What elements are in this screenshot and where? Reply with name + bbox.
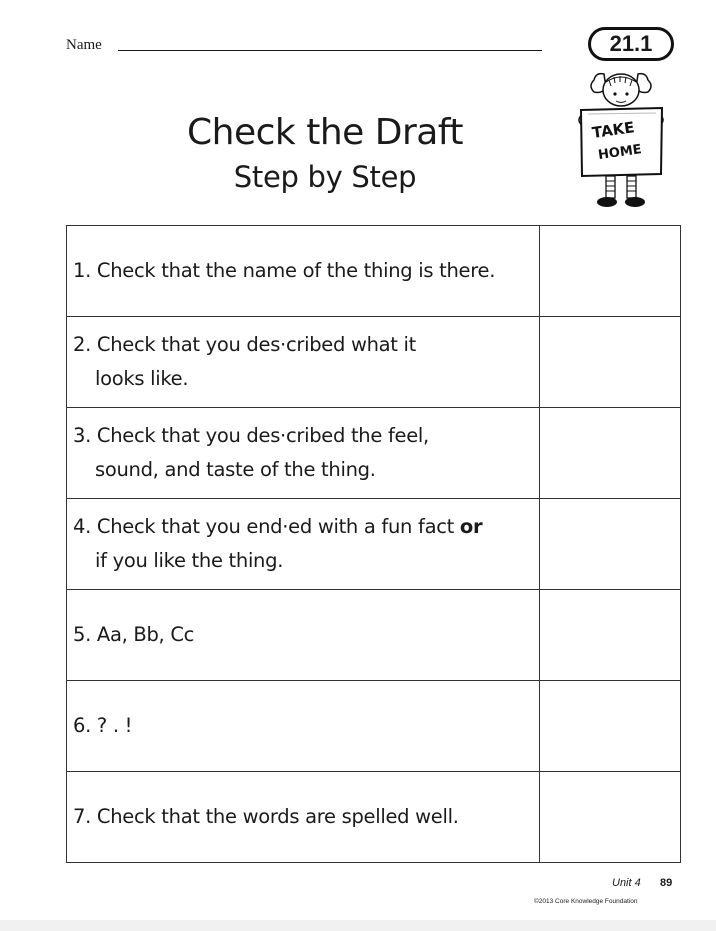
check-box[interactable]	[540, 772, 681, 863]
check-box[interactable]	[540, 681, 681, 772]
step-text	[67, 317, 540, 408]
checklist-row	[67, 408, 681, 499]
check-box[interactable]	[540, 499, 681, 590]
page-number: 89	[660, 877, 673, 889]
check-box[interactable]	[540, 590, 681, 681]
step-line-continued: if you like the thing.	[95, 549, 284, 572]
page-title: Check the Draft	[187, 112, 463, 153]
scan-edge	[0, 920, 716, 931]
checklist-row	[67, 681, 681, 772]
checklist-row	[67, 772, 681, 863]
step-text	[67, 226, 540, 317]
checklist-row	[67, 590, 681, 681]
step-text	[67, 590, 540, 681]
step-line: 5. Aa, Bb, Cc	[73, 623, 195, 646]
check-box[interactable]	[540, 226, 681, 317]
check-box[interactable]	[540, 317, 681, 408]
step-line: 6. ? . !	[73, 714, 133, 737]
sign-line-1: TAKE	[590, 118, 636, 142]
step-text	[67, 772, 540, 863]
step-line: 2. Check that you des·cribed what it	[73, 333, 417, 356]
sign-line-2: HOME	[597, 142, 643, 164]
checklist-row	[67, 317, 681, 408]
step-line-continued: looks like.	[95, 367, 189, 390]
step-line: 1. Check that the name of the thing is there.	[73, 259, 496, 282]
name-line[interactable]	[118, 50, 542, 51]
step-line-continued: sound, and taste of the thing.	[95, 458, 376, 481]
draft-checklist-table	[66, 225, 681, 863]
step-line-part: 4. Check that you end·ed with a fun fact	[73, 515, 460, 538]
step-text	[67, 408, 540, 499]
checklist-row	[67, 226, 681, 317]
step-line	[73, 510, 539, 544]
step-line: 3. Check that you des·cribed the feel,	[73, 424, 429, 447]
step-emphasis: or	[459, 515, 483, 538]
copyright-notice: ©2013 Core Knowledge Foundation	[534, 898, 638, 905]
page-subtitle: Step by Step	[233, 160, 417, 194]
worksheet-number-badge: 21.1	[588, 27, 674, 61]
name-label: Name	[66, 37, 102, 53]
step-line: 7. Check that the words are spelled well.	[73, 805, 459, 828]
footer-unit: Unit 4	[612, 877, 641, 889]
step-text	[67, 499, 540, 590]
take-home-mascot-icon	[576, 68, 666, 214]
check-box[interactable]	[540, 408, 681, 499]
checklist-row	[67, 499, 681, 590]
name-field	[66, 37, 546, 57]
step-text	[67, 681, 540, 772]
